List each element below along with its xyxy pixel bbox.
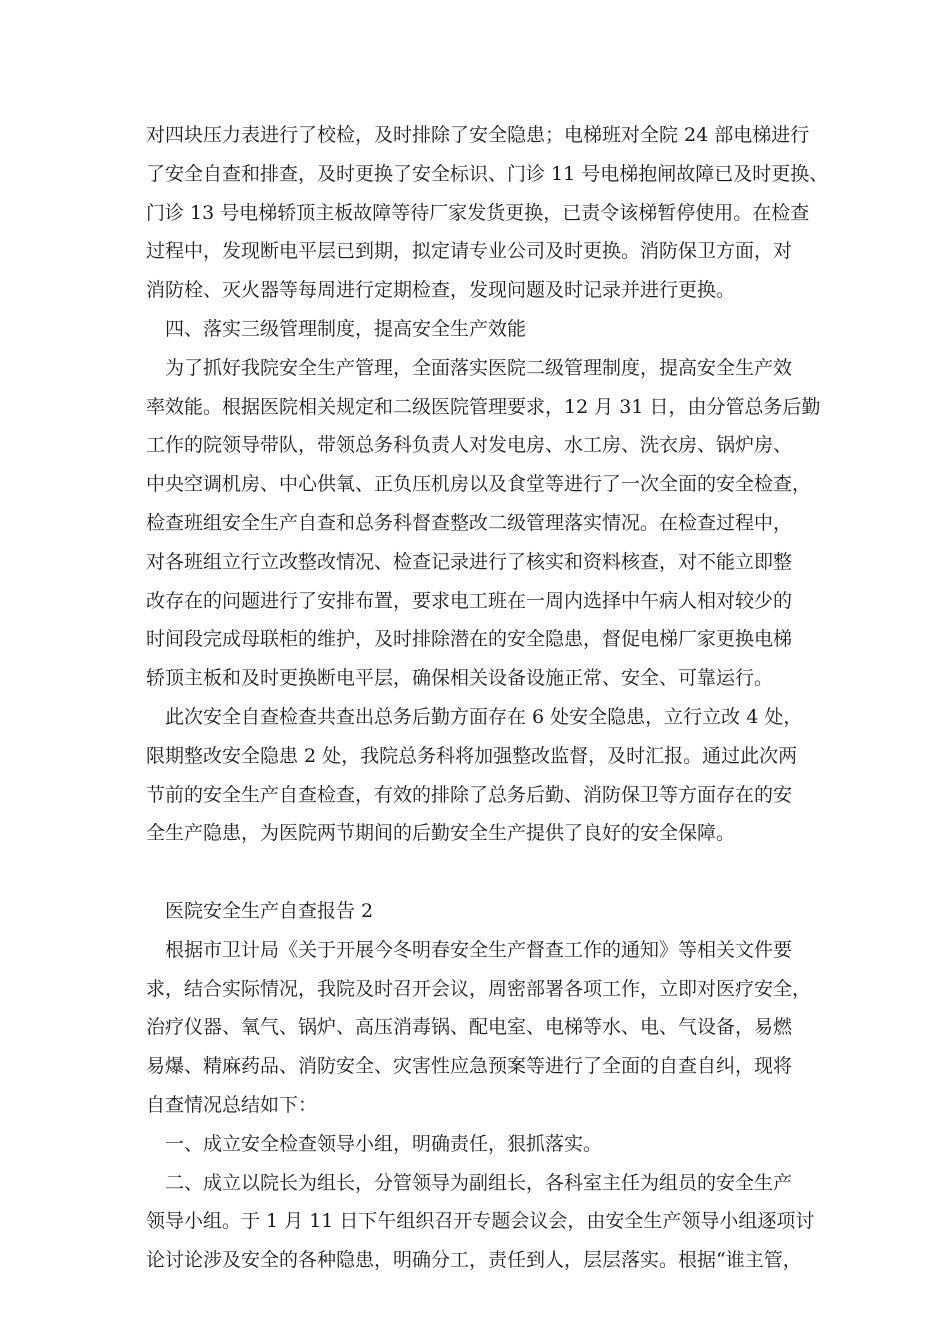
text-line: 中央空调机房、中心供氧、正负压机房以及食堂等进行了一次全面的安全检查，	[146, 473, 812, 496]
text-line: 轿顶主板和及时更换断电平层，确保相关设备设施正常、安全、可靠运行。	[146, 667, 774, 690]
text-line: 治疗仪器、氧气、锅炉、高压消毒锅、配电室、电梯等水、电、气设备，易燃	[146, 1016, 793, 1039]
section-heading: 四、落实三级管理制度，提高安全生产效能	[146, 317, 527, 340]
text-line: 节前的安全生产自查检查，有效的排除了总务后勤、消防保卫等方面存在的安	[146, 783, 793, 806]
text-line: 易爆、精麻药品、消防安全、灾害性应急预案等进行了全面的自查自纠，现将	[146, 1055, 793, 1078]
text-line: 改存在的问题进行了安排布置，要求电工班在一周内选择中午病人相对较少的	[146, 589, 793, 612]
document-body	[146, 116, 836, 1280]
text-line: 求，结合实际情况，我院及时召开会议，周密部署各项工作，立即对医疗安全，	[146, 977, 812, 1000]
text-line: 全生产隐患，为医院两节期间的后勤安全生产提供了良好的安全保障。	[146, 822, 736, 845]
text-line: 限期整改安全隐患 2 处，我院总务科将加强整改监督，及时汇报。通过此次两	[146, 744, 798, 767]
report-title: 医院安全生产自查报告 2	[146, 899, 374, 922]
text-line: 对各班组立行立改整改情况、检查记录进行了核实和资料核查，对不能立即整	[146, 550, 793, 573]
text-line: 二、成立以院长为组长，分管领导为副组长，各科室主任为组员的安全生产	[146, 1171, 793, 1194]
text-line: 为了抓好我院安全生产管理，全面落实医院二级管理制度，提高安全生产效	[146, 356, 793, 379]
text-line: 自查情况总结如下：	[146, 1093, 318, 1116]
text-line: 此次安全自查检查共查出总务后勤方面存在 6 处安全隐患，立行立改 4 处，	[146, 705, 803, 728]
text-line: 根据市卫计局《关于开展今冬明春安全生产督查工作的通知》等相关文件要	[146, 938, 793, 961]
text-line: 了安全自查和排查，及时更换了安全标识、门诊 11 号电梯抱闸故障已及时更换、	[146, 162, 829, 185]
text-line: 时间段完成母联柜的维护，及时排除潜在的安全隐患，督促电梯厂家更换电梯	[146, 628, 793, 651]
blank-line	[146, 853, 836, 892]
text-line: 对四块压力表进行了校检，及时排除了安全隐患；电梯班对全院 24 部电梯进行	[146, 124, 810, 146]
text-line: 过程中，发现断电平层已到期，拟定请专业公司及时更换。消防保卫方面，对	[146, 240, 793, 263]
text-line: 消防栓、灭火器等每周进行定期检查，发现问题及时记录并进行更换。	[146, 279, 736, 302]
text-line: 门诊 13 号电梯轿顶主板故障等待厂家发货更换，已责令该梯暂停使用。在检查	[146, 201, 810, 224]
text-line: 工作的院领导带队，带领总务科负责人对发电房、水工房、洗衣房、锅炉房、	[146, 434, 793, 457]
section-heading: 一、成立安全检查领导小组，明确责任，狠抓落实。	[146, 1132, 603, 1155]
text-line: 领导小组。于 1 月 11 日下午组织召开专题会议会，由安全生产领导小组逐项讨	[146, 1210, 815, 1233]
text-line: 检查班组安全生产自查和总务科督查整改二级管理落实情况。在检查过程中，	[146, 511, 793, 534]
text-line: 率效能。根据医院相关规定和二级医院管理要求，12 月 31 日，由分管总务后勤	[146, 395, 821, 418]
text-line: 论讨论涉及安全的各种隐患，明确分工，责任到人，层层落实。根据“谁主管，	[146, 1249, 802, 1272]
